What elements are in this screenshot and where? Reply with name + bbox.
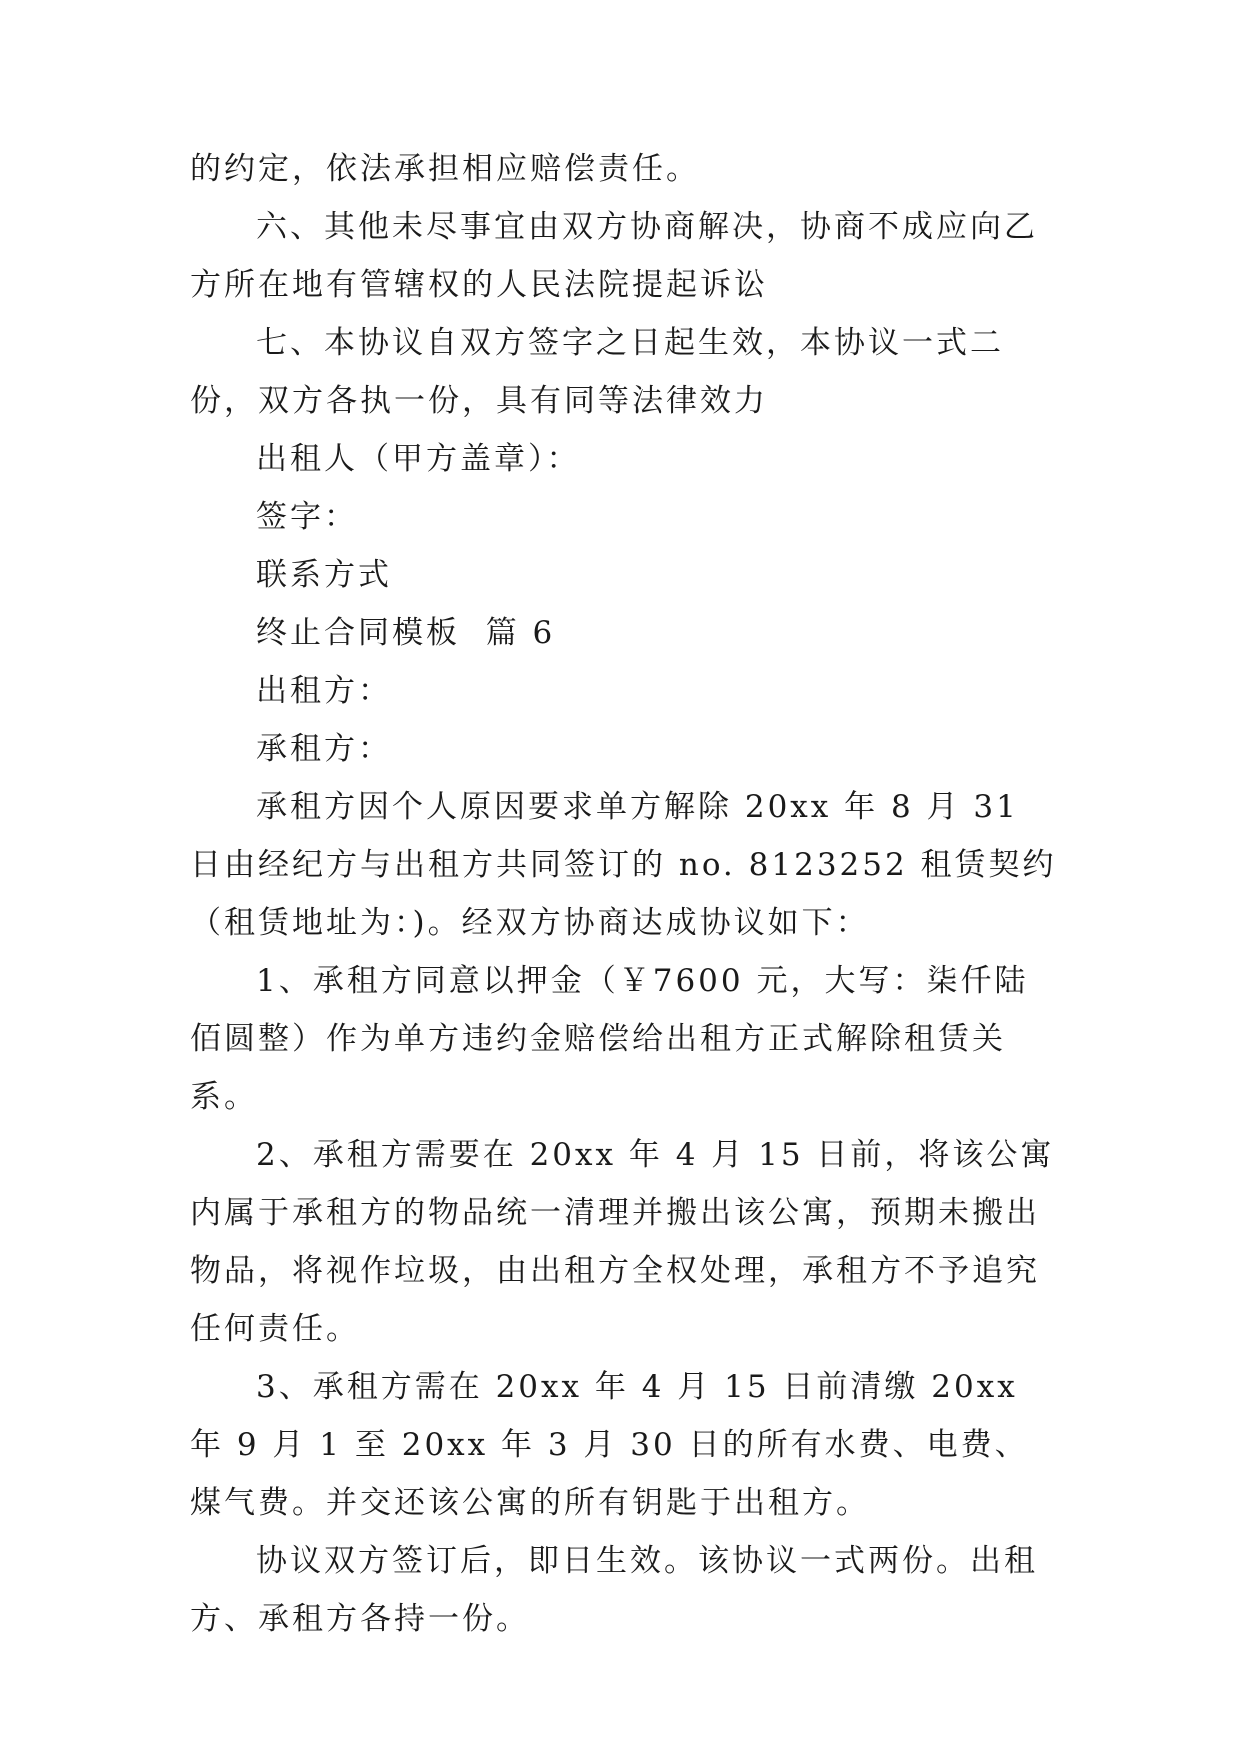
paragraph-liability-end: 的约定，依法承担相应赔偿责任。 [190,151,700,187]
paragraph-term-2: 2、承租方需要在 20xx 年 4 月 15 日前，将该公寓内属于承租方的物品统一清理并搬出该公寓，预期未搬出物品，将视作垃圾，由出租方全权处理，承租方不予追究任何责任。 [190,1137,1055,1347]
paragraph-term-1: 1、承租方同意以押金（￥7600 元，大写：柒仟陆佰圆整）作为单方违约金赔偿给出租方正式解除租赁关系。 [190,963,1029,1115]
paragraph-clause-7: 七、本协议自双方签字之日起生效，本协议一式二份，双方各执一份，具有同等法律效力 [190,325,1004,419]
section-heading: 终止合同模板 篇 6 [256,615,556,651]
signature-label: 签字： [256,499,358,535]
lessor-label: 出租方： [256,673,392,709]
paragraph-intro: 承租方因个人原因要求单方解除 20xx 年 8 月 31 日由经纪方与出租方共同签订的 no. 8123252 租赁契约（租赁地址为：)。经双方协商达成协议如下： [190,789,1057,941]
lessor-seal-label: 出租人（甲方盖章）： [256,441,581,477]
paragraph-clause-6: 六、其他未尽事宜由双方协商解决，协商不成应向乙方所在地有管辖权的人民法院提起诉讼 [190,209,1038,303]
lessee-label: 承租方： [256,731,392,767]
paragraph-effective: 协议双方签订后，即日生效。该协议一式两份。出租方、承租方各持一份。 [190,1543,1038,1637]
document-page [190,140,1060,1648]
paragraph-term-3: 3、承租方需在 20xx 年 4 月 15 日前清缴 20xx 年 9 月 1 至 20xx 年 3 月 30 日的所有水费、电费、煤气费。并交还该公寓的所有钥匙于出租方。 [190,1369,1031,1521]
contact-label: 联系方式 [256,557,392,593]
